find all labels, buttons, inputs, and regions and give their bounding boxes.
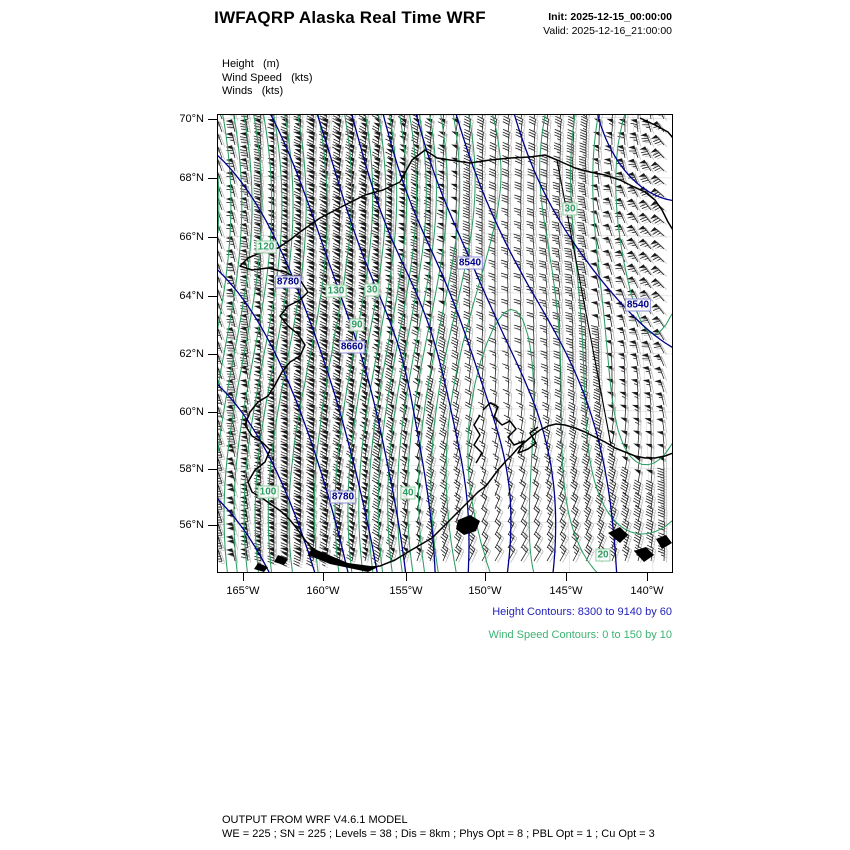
lat-tick-label: 68°N: [179, 172, 204, 184]
lat-tick-label: 56°N: [179, 519, 204, 531]
wind-speed-contour-label: 120: [257, 241, 275, 253]
lat-tick-label: 62°N: [179, 348, 204, 360]
wind-speed-contour-label: 100: [259, 486, 277, 498]
timestamp-block: [543, 10, 672, 38]
lat-tick: [208, 525, 217, 526]
lat-tick-label: 58°N: [179, 463, 204, 475]
legend-windspeed-line: Wind Speed (kts): [222, 71, 313, 84]
height-contour-label: 8780: [331, 491, 355, 503]
lon-tick-label: 140°W: [630, 585, 664, 597]
lon-tick-label: 165°W: [226, 585, 260, 597]
model-output-line: OUTPUT FROM WRF V4.6.1 MODEL: [222, 814, 408, 826]
legend-height-line: Height (m): [222, 58, 280, 70]
lat-tick-label: 60°N: [179, 406, 204, 418]
lat-tick: [208, 412, 217, 413]
lon-tick-label: 145°W: [549, 585, 583, 597]
height-contour-label: 8540: [458, 257, 482, 269]
lon-tick-label: 155°W: [389, 585, 423, 597]
lon-tick: [566, 573, 567, 581]
lon-tick: [647, 573, 648, 581]
wind-speed-contour-label: 30: [366, 284, 378, 296]
lat-tick-label: 64°N: [179, 290, 204, 302]
wind-speed-contour-label: 130: [327, 285, 345, 297]
contour-labels-layer: [218, 115, 672, 572]
legend-winds-line: Winds (kts): [222, 85, 284, 97]
lat-tick: [208, 119, 217, 120]
lat-tick: [208, 469, 217, 470]
init-timestamp: Init: 2025-12-15_00:00:00: [548, 11, 672, 23]
lon-tick: [406, 573, 407, 581]
wind-speed-contours-caption: Wind Speed Contours: 0 to 150 by 10: [488, 629, 672, 641]
field-legend: [222, 58, 312, 99]
lat-tick: [208, 296, 217, 297]
lat-tick: [208, 237, 217, 238]
lat-tick-label: 66°N: [179, 231, 204, 243]
model-config-line: WE = 225 ; SN = 225 ; Levels = 38 ; Dis = 8km ; Phys Opt = 8 ; PBL Opt = 1 ; Cu Opt = 3: [222, 828, 655, 840]
height-contours-caption: Height Contours: 8300 to 9140 by 60: [492, 606, 672, 618]
lon-tick: [243, 573, 244, 581]
lon-tick: [323, 573, 324, 581]
lat-tick-label: 70°N: [179, 113, 204, 125]
height-contour-label: 8780: [276, 276, 300, 288]
height-contour-label: 8660: [340, 341, 364, 353]
wind-speed-contour-label: 30: [564, 203, 576, 215]
valid-timestamp: Valid: 2025-12-16_21:00:00: [543, 25, 672, 37]
lon-tick-label: 160°W: [306, 585, 340, 597]
lat-tick: [208, 354, 217, 355]
wind-speed-contour-label: 40: [402, 487, 414, 499]
lon-tick: [485, 573, 486, 581]
lon-tick-label: 150°W: [468, 585, 502, 597]
map-frame: [217, 114, 673, 573]
wind-speed-contour-label: 20: [597, 549, 609, 561]
plot-title: IWFAQRP Alaska Real Time WRF: [214, 8, 486, 27]
lat-tick: [208, 178, 217, 179]
height-contour-label: 8540: [626, 299, 650, 311]
wind-speed-contour-label: 90: [351, 319, 363, 331]
